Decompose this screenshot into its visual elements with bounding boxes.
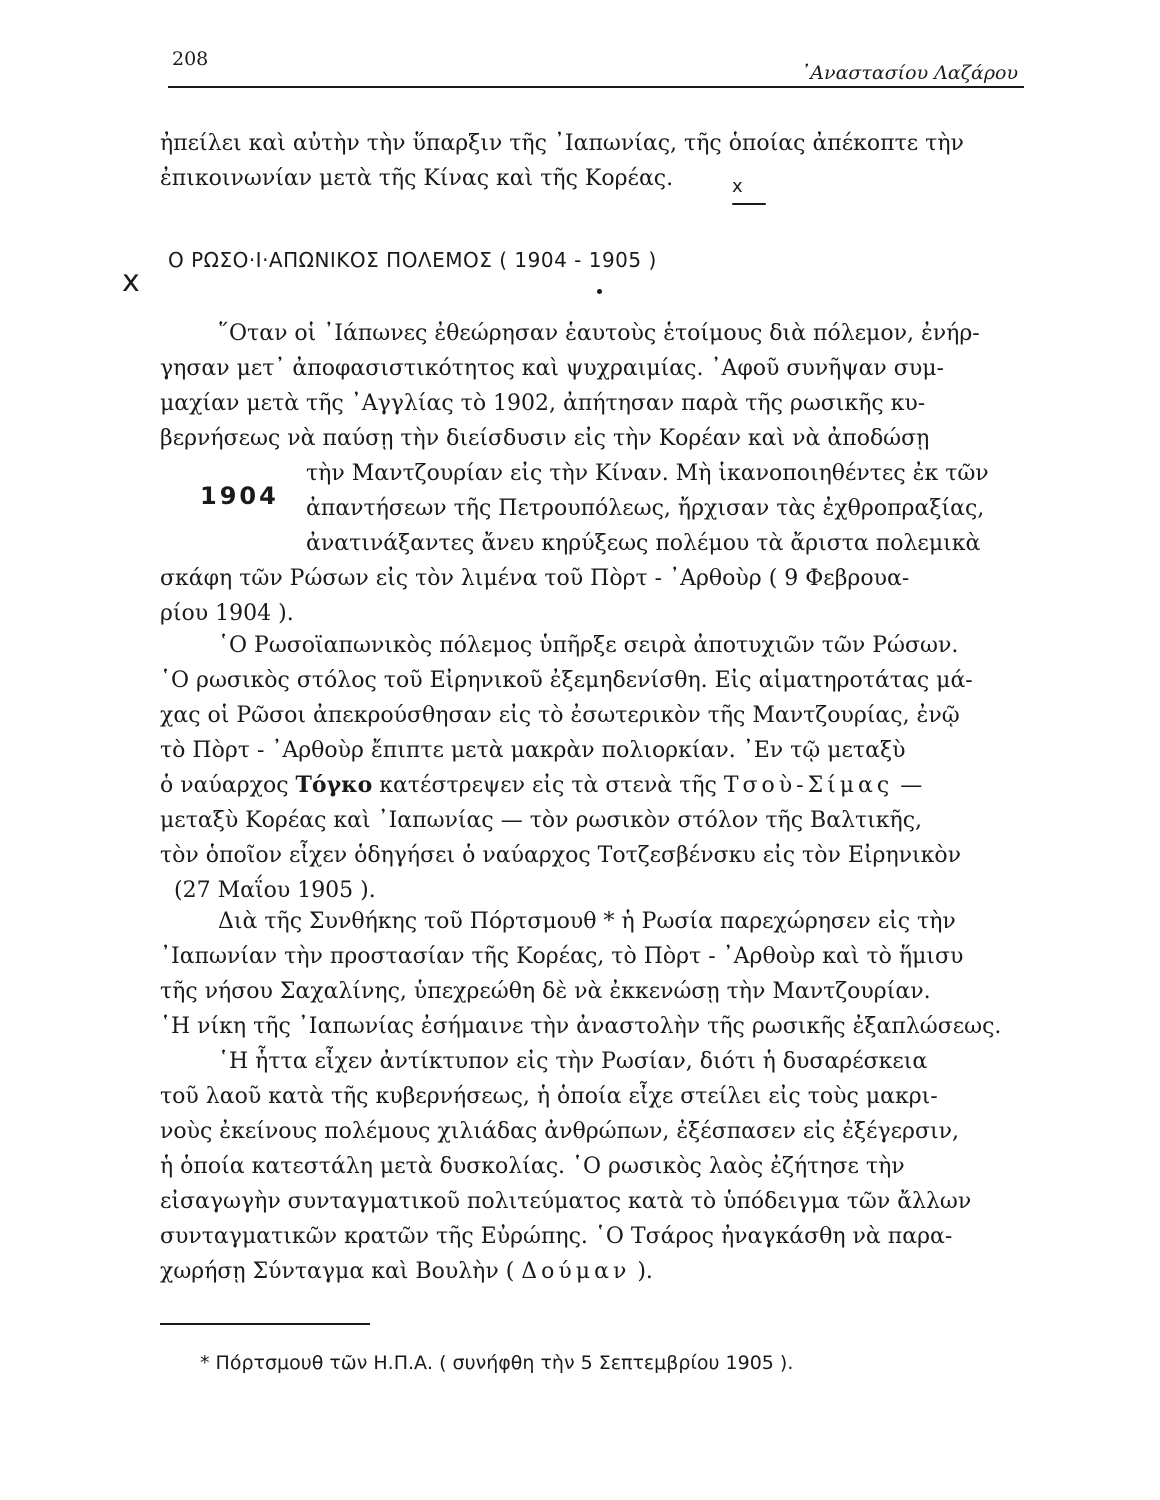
paragraph-1 <box>160 316 1022 631</box>
running-header-author: ᾿Αναστασίου Λαζάρου <box>800 62 1018 84</box>
admiral-name-bold: Τόγκο <box>295 772 373 798</box>
section-title: Ο ΡΩΣΟ·Ι·ΑΠΩΝΙΚΟΣ ΠΟΛΕΜΟΣ ( 1904 - 1905 ) <box>168 248 657 272</box>
text-line: τὸ Πὸρτ - ᾿Αρθοὺρ ἔπιπτε μετὰ μακρὰν πολιορκίαν. ᾿Εν τῷ μεταξὺ <box>160 738 906 763</box>
strait-name-spaced: Τσοὺ-Σίμας <box>723 773 894 798</box>
text-line <box>160 1254 1022 1289</box>
text-line <box>160 768 1022 803</box>
text-line: ρίου 1904 ). <box>160 601 294 626</box>
text-fragment: — <box>900 773 923 798</box>
text-line: ῾Η νίκη τῆς ᾿Ιαπωνίας ἐσήμαινε τὴν ἀναστολὴν τῆς ρωσικῆς ἐξαπλώσεως. <box>160 1014 1002 1039</box>
margin-x-mark: x <box>122 264 140 299</box>
text-line: γησαν μετ᾿ ἀποφασιστικότητος καὶ ψυχραιμίας. ᾿Αφοῦ συνῆψαν συμ- <box>160 356 944 381</box>
text-line: (27 Μαΐου 1905 ). <box>174 878 376 903</box>
ink-dot <box>597 289 602 294</box>
margin-year-label: 1904 <box>200 482 279 510</box>
text-line: μαχίαν μετὰ τῆς ᾿Αγγλίας τὸ 1902, ἀπήτησαν παρὰ τῆς ρωσικῆς κυ- <box>160 391 926 416</box>
footnote: * Πόρτσμουθ τῶν Η.Π.Α. ( συνήφθη τὴν 5 Σεπτεμβρίου 1905 ). <box>200 1352 794 1374</box>
handwritten-x-mark: x <box>732 176 743 197</box>
text-line: ἀπαντήσεων τῆς Πετρουπόλεως, ἤρχισαν τὰς ἐχθροπραξίας, <box>306 496 985 521</box>
text-fragment: ). <box>637 1259 653 1284</box>
text-line: ἠπείλει καὶ αὐτὴν τὴν ὕπαρξιν τῆς ᾿Ιαπωνίας, τῆς ὁποίας ἀπέκοπτε τὴν <box>160 131 964 156</box>
text-line: νοὺς ἐκείνους πολέμους χιλιάδας ἀνθρώπων, ἐξέσπασεν εἰς ἐξέγερσιν, <box>160 1119 959 1144</box>
text-line: ῞Οταν οἱ ᾿Ιάπωνες ἐθεώρησαν ἑαυτοὺς ἑτοίμους διὰ πόλεμον, ἐνήρ- <box>218 321 980 346</box>
paragraph-4 <box>160 1044 1022 1289</box>
intro-paragraph <box>160 126 1022 196</box>
text-fragment: ὁ ναύαρχος <box>160 773 289 798</box>
paragraph-3 <box>160 904 1022 1044</box>
text-line: μεταξὺ Κορέας καὶ ᾿Ιαπωνίας — τὸν ρωσικὸν στόλον τῆς Βαλτικῆς, <box>160 808 923 833</box>
text-line: ᾿Ιαπωνίαν τὴν προστασίαν τῆς Κορέας, τὸ Πὸρτ - ᾿Αρθοὺρ καὶ τὸ ἥμισυ <box>160 944 964 969</box>
text-line: χας οἱ Ρῶσοι ἀπεκρούσθησαν εἰς τὸ ἐσωτερικὸν τῆς Μαντζουρίας, ἐνῷ <box>160 703 960 728</box>
text-line: ῾Ο Ρωσοϊαπωνικὸς πόλεμος ὑπῆρξε σειρὰ ἀποτυχιῶν τῶν Ρώσων. <box>218 633 959 658</box>
text-line: εἰσαγωγὴν συνταγματικοῦ πολιτεύματος κατὰ τὸ ὑπόδειγμα τῶν ἄλλων <box>160 1189 972 1214</box>
text-line: συνταγματικῶν κρατῶν τῆς Εὐρώπης. ῾Ο Τσάρος ἠναγκάσθη νὰ παρα- <box>160 1224 953 1249</box>
text-line: ῾Η ἧττα εἶχεν ἀντίκτυπον εἰς τὴν Ρωσίαν, διότι ἡ δυσαρέσκεια <box>218 1049 928 1074</box>
text-line: ἀνατινάξαντες ἄνευ κηρύξεως πολέμου τὰ ἄριστα πολεμικὰ <box>306 531 981 556</box>
text-line: βερνήσεως νὰ παύσῃ τὴν διείσδυσιν εἰς τὴν Κορέαν καὶ νὰ ἀποδώσῃ <box>160 426 930 451</box>
text-fragment: κατέστρεψεν εἰς τὰ στενὰ τῆς <box>379 773 717 798</box>
text-line: σκάφη τῶν Ρώσων εἰς τὸν λιμένα τοῦ Πὸρτ - ᾿Αρθοὺρ ( 9 Φεβρουα- <box>160 566 910 591</box>
text-line: Διὰ τῆς Συνθήκης τοῦ Πόρτσμουθ * ἡ Ρωσία παρεχώρησεν εἰς τὴν <box>218 909 956 934</box>
handwritten-underline-mark <box>732 203 766 205</box>
text-line: τῆς νήσου Σαχαλίνης, ὑπεχρεώθη δὲ νὰ ἐκκενώσῃ τὴν Μαντζουρίαν. <box>160 979 931 1004</box>
page-number: 208 <box>172 48 209 70</box>
text-line: τὴν Μαντζουρίαν εἰς τὴν Κίναν. Μὴ ἱκανοποιηθέντες ἐκ τῶν <box>306 461 989 486</box>
text-line: ἐπικοινωνίαν μετὰ τῆς Κίνας καὶ τῆς Κορέας. <box>160 166 674 191</box>
text-line: ἡ ὁποία κατεστάλη μετὰ δυσκολίας. ῾Ο ρωσικὸς λαὸς ἐζήτησε τὴν <box>160 1154 905 1179</box>
duma-spaced: Δούμαν <box>521 1259 631 1284</box>
text-line: ῾Ο ρωσικὸς στόλος τοῦ Εἰρηνικοῦ ἐξεμηδενίσθη. Εἰς αἱματηροτάτας μά- <box>160 668 973 693</box>
text-line: τοῦ λαοῦ κατὰ τῆς κυβερνήσεως, ἡ ὁποία εἶχε στείλει εἰς τοὺς μακρι- <box>160 1084 938 1109</box>
text-line: τὸν ὁποῖον εἶχεν ὁδηγήσει ὁ ναύαρχος Τοτζεσβένσκυ εἰς τὸν Εἰρηνικὸν <box>160 843 961 868</box>
header-rule <box>168 86 1024 88</box>
paragraph-2 <box>160 628 1022 908</box>
footnote-rule <box>160 1323 370 1325</box>
text-fragment: χωρήσῃ Σύνταγμα καὶ Βουλὴν ( <box>160 1259 515 1284</box>
